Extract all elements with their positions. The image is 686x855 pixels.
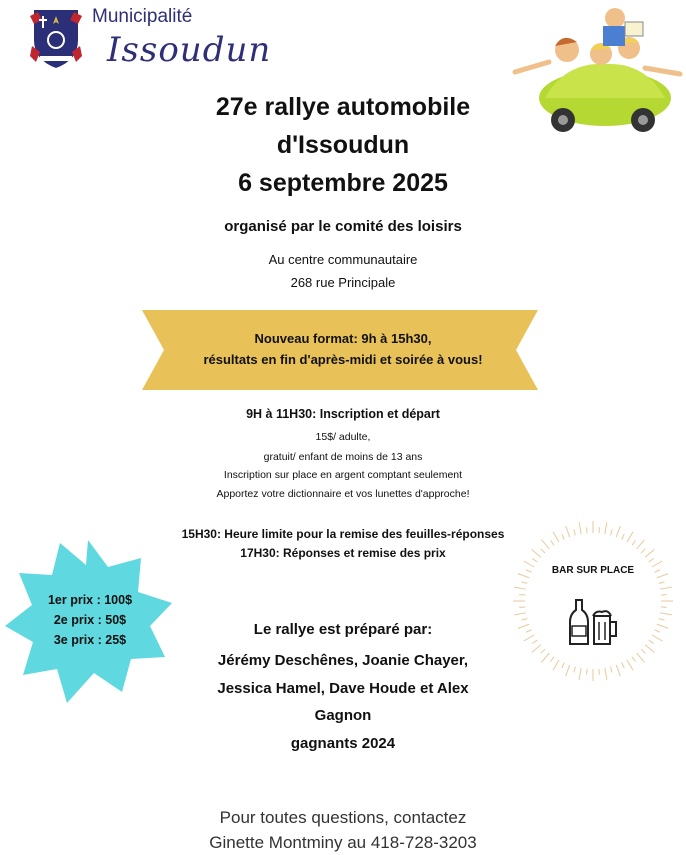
sun-ray: [519, 607, 525, 608]
municipality-label: Municipalité: [92, 6, 193, 27]
sun-ray: [616, 665, 620, 676]
prepared-line: Jérémy Deschênes, Joanie Chayer,: [217, 652, 469, 669]
sun-ray: [526, 630, 531, 633]
title-line-2: d'Issoudun: [276, 131, 410, 159]
sun-ray: [514, 587, 526, 589]
contact-line-2: Ginette Montminy au 418-728-3203: [209, 833, 477, 852]
prepared-heading: Le rallye est préparé par:: [253, 621, 433, 638]
sun-ray: [551, 540, 554, 545]
title-line-1: 27e rallye automobile: [215, 93, 471, 121]
sun-ray: [541, 549, 545, 553]
sun-ray: [652, 635, 662, 641]
sun-ray: [659, 619, 665, 621]
sun-ray: [632, 540, 635, 545]
sun-ray: [611, 667, 613, 673]
event-title: [140, 88, 546, 202]
sun-ray: [611, 530, 613, 536]
sun-ray: [574, 667, 576, 673]
prepared-line: Gagnon: [314, 707, 372, 724]
sun-ray: [661, 607, 667, 608]
title-line-3: 6 septembre 2025: [238, 169, 448, 197]
sun-ray: [641, 649, 645, 653]
sun-ray: [661, 595, 667, 596]
schedule-line: 15$/ adulte,: [315, 431, 371, 443]
organizer: organisé par le comité des loisirs: [224, 218, 462, 235]
banner-line-1: Nouveau format: 9h à 15h30,: [254, 331, 432, 346]
sun-ray: [553, 532, 559, 542]
prepared-line: gagnants 2024: [290, 735, 396, 752]
contact-line-1: Pour toutes questions, contactez: [219, 808, 467, 827]
sun-ray: [649, 559, 654, 562]
bar-label: BAR SUR PLACE: [551, 565, 635, 576]
sun-ray: [622, 534, 625, 539]
sun-ray: [553, 660, 559, 670]
sun-ray: [645, 645, 654, 653]
sun-ray: [657, 574, 668, 578]
banner-text: [170, 328, 516, 370]
sun-ray: [514, 613, 526, 615]
sun-ray: [542, 540, 550, 549]
prize-3: 3e prix : 25$: [53, 633, 127, 647]
results-text: 17H30: Réponses et remise des prix: [240, 546, 446, 560]
sun-ray: [522, 582, 528, 584]
sun-ray: [579, 668, 581, 680]
sun-ray: [605, 522, 607, 534]
sun-ray: [522, 619, 528, 621]
sun-ray: [519, 595, 525, 596]
sun-ray: [599, 669, 600, 675]
sun-ray: [616, 526, 620, 537]
schedule-line: gratuit/ enfant de moins de 13 ans: [263, 451, 423, 463]
schedule-line: Inscription sur place en argent comptant seulement: [223, 469, 463, 481]
municipal-crest-logo: [28, 6, 84, 70]
sun-ray: [532, 550, 541, 558]
bottle-and-beer-icon: [566, 598, 620, 646]
sun-ray: [566, 665, 570, 676]
prepared-line: Jessica Hamel, Dave Houde et Alex: [217, 680, 469, 697]
sun-ray: [627, 532, 633, 542]
sun-ray: [655, 630, 660, 633]
sun-ray: [562, 663, 565, 668]
sun-ray: [532, 645, 541, 653]
sun-ray: [562, 534, 565, 539]
sun-ray: [541, 649, 545, 653]
sun-ray: [532, 559, 537, 562]
venue: Au centre communautaire: [268, 252, 418, 267]
prize-2: 2e prix : 50$: [53, 613, 127, 627]
sun-ray: [627, 660, 633, 670]
sun-ray: [599, 527, 600, 533]
sun-ray: [566, 526, 570, 537]
sun-ray: [622, 663, 625, 668]
sun-ray: [657, 624, 668, 628]
sun-ray: [637, 653, 645, 662]
prize-1: 1er prix : 100$: [47, 593, 133, 607]
schedule-line: Apportez votre dictionnaire et vos lunettes d'approche!: [216, 488, 470, 500]
sun-ray: [660, 587, 672, 589]
banner-line-2: résultats en fin d'après-midi et soirée à vous!: [203, 352, 483, 367]
sun-ray: [649, 640, 654, 643]
address: 268 rue Principale: [290, 275, 396, 290]
sun-ray: [518, 574, 529, 578]
sun-ray: [632, 657, 635, 662]
sun-ray: [532, 640, 537, 643]
sun-ray: [637, 540, 645, 549]
sun-ray: [542, 653, 550, 662]
sun-ray: [645, 550, 654, 558]
sun-ray: [574, 530, 576, 536]
sun-ray: [551, 657, 554, 662]
sun-ray: [659, 582, 665, 584]
deadline-text: 15H30: Heure limite pour la remise des feuilles-réponses: [181, 527, 505, 541]
sun-ray: [579, 522, 581, 534]
schedule-heading: 9H à 11H30: Inscription et départ: [246, 407, 440, 421]
sun-ray: [587, 527, 588, 533]
sun-ray: [660, 613, 672, 615]
municipality-name: Issoudun: [107, 30, 272, 70]
sun-ray: [641, 549, 645, 553]
sun-ray: [587, 669, 588, 675]
sun-ray: [605, 668, 607, 680]
